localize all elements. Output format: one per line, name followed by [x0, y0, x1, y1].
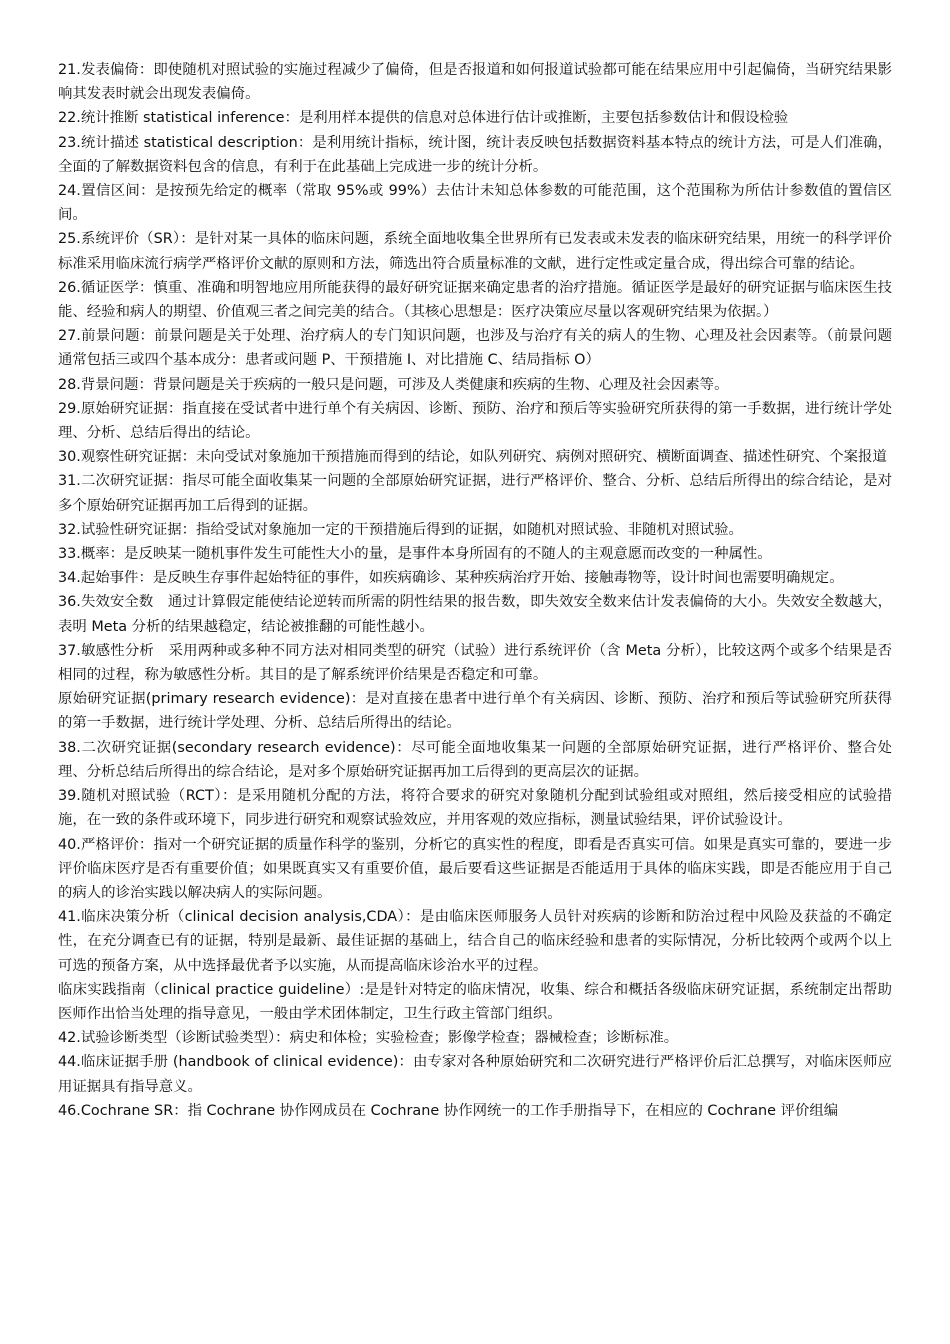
entry-27-foreground-question: 27.前景问题：前景问题是关于处理、治疗病人的专门知识问题，也涉及与治疗有关的病人的生物、心理及社会因素等。（前景问题通常包括三或四个基本成分：患者或问题 P、干预措施 I、对比措施 C、结局指标 O）: [58, 328, 892, 369]
entry-41-clinical-decision-analysis: 41.临床决策分析（clinical decision analysis,CDA）：是由临床医师服务人员针对疾病的诊断和防治过程中风险及获益的不确定性，在充分调查已有的证据，特别是最新、最佳证据的基础上，结合自己的临床经验和患者的实际情况，分析比较两个或两个以上可选的预备方案，从中选择最优者予以实施，从而提高临床诊治水平的过程。: [58, 909, 892, 974]
entry-29-primary-evidence: 29.原始研究证据：指直接在受试者中进行单个有关病因、诊断、预防、治疗和预后等实验研究所获得的第一手数据，进行统计学处理、分析、总结后得出的结论。: [58, 400, 892, 442]
entry-36-fail-safe-number: 36.失效安全数 通过计算假定能使结论逆转而所需的阴性结果的报告数，即失效安全数来估计发表偏倚的大小。失效安全数越大，表明 Meta 分析的结果越稳定，结论被推翻的可能性越小。: [58, 594, 892, 635]
entry-34-initial-event: 34.起始事件：是反映生存事件起始特征的事件，如疾病确诊、某种疾病治疗开始、接触毒物等，设计时间也需要明确规定。: [58, 570, 844, 587]
entry-39-rct: 39.随机对照试验（RCT）：是采用随机分配的方法，将符合要求的研究对象随机分配到试验组或对照组，然后接受相应的试验措施，在一致的条件或环境下，同步进行研究和观察试验效应，并用客观的效应指标，测量试验结果，评价试验设计。: [58, 788, 892, 829]
entry-24-confidence-interval: 24.置信区间：是按预先给定的概率（常取 95%或 99%）去估计未知总体参数的可能范围，这个范围称为所估计参数值的置信区间。: [58, 183, 892, 224]
entry-22-statistical-inference: 22.统计推断 statistical inference：是利用样本提供的信息对总体进行估计或推断，主要包括参数估计和假设检验: [58, 110, 789, 127]
entry-46-cochrane-sr: 46.Cochrane SR：指 Cochrane 协作网成员在 Cochrane 协作网统一的工作手册指导下，在相应的 Cochrane 评价组编: [58, 1102, 839, 1119]
entry-23-statistical-description: 23.统计描述 statistical description：是利用统计指标，统计图，统计表反映包括数据资料基本特点的统计方法，可是人们准确，全面的了解数据资料包含的信息，有利于在此基础上完成进一步的统计分析。: [58, 134, 892, 175]
entry-26-evidence-based-medicine: 26.循证医学：慎重、准确和明智地应用所能获得的最好研究证据来确定患者的治疗措施。循证医学是最好的研究证据与临床医生技能、经验和病人的期望、价值观三者之间完美的结合。（其核心思想是：医疗决策应尽量以客观研究结果为依据。）: [58, 279, 892, 321]
entry-32-experimental-evidence: 32.试验性研究证据：指给受试对象施加一定的干预措施后得到的证据，如随机对照试验、非随机对照试验。: [58, 521, 743, 538]
entry-37-sensitivity-analysis: 37.敏感性分析 采用两种或多种不同方法对相同类型的研究（试验）进行系统评价（含 Meta 分析），比较这两个或多个结果是否相同的过程，称为敏感性分析。其目的是了解系统评价结果是否稳定和可靠。: [58, 642, 892, 684]
entry-28-background-question: 28.背景问题：背景问题是关于疾病的一般只是问题，可涉及人类健康和疾病的生物、心理及社会因素等。: [58, 376, 729, 393]
entry-31-secondary-evidence: 31.二次研究证据：指尽可能全面收集某一问题的全部原始研究证据，进行严格评价、整合、分析、总结后所得出的综合结论，是对多个原始研究证据再加工后得到的证据。: [58, 473, 892, 514]
entry-21-publication-bias: 21.发表偏倚：即使随机对照试验的实施过程减少了偏倚，但是否报道和如何报道试验都可能在结果应用中引起偏倚，当研究结果影响其发表时就会出现发表偏倚。: [58, 62, 892, 103]
entry-44-clinical-evidence-handbook: 44.临床证据手册 (handbook of clinical evidence)：由专家对各种原始研究和二次研究进行严格评价后汇总撰写，对临床医师应用证据具有指导意义。: [58, 1054, 892, 1095]
entry-25-systematic-review: 25.系统评价（SR）：是针对某一具体的临床问题，系统全面地收集全世界所有已发表或未发表的临床研究结果，用统一的科学评价标准采用临床流行病学严格评价文献的原则和方法，筛选出符合质量标准的文献，进行定性或定量合成，得出综合可靠的结论。: [58, 231, 892, 272]
entry-40-critical-appraisal: 40.严格评价：指对一个研究证据的质量作科学的鉴别，分析它的真实性的程度，即看是否真实可信。如果是真实可靠的，要进一步评价临床医疗是否有重要价值；如果既真实又有重要价值，最后要看这些证据是否能适用于具体的临床实践，即是否能应用于自己的病人的诊治实践以解决病人的实际问题。: [58, 836, 892, 901]
entry-38-secondary-research-evidence: 38.二次研究证据(secondary research evidence)：尽可能全面地收集某一问题的全部原始研究证据，进行严格评价、整合处理、分析总结后所得出的综合结论，是对多个原始研究证据再加工后得到的更高层次的证据。: [58, 739, 892, 780]
entry-primary-research-evidence: 原始研究证据(primary research evidence)：是对直接在患者中进行单个有关病因、诊断、预防、治疗和预后等试验研究所获得的第一手数据，进行统计学处理、分析、总结后所得出的结论。: [58, 691, 892, 732]
entry-clinical-practice-guideline: 临床实践指南（clinical practice guideline）:是是针对特定的临床情况，收集、综合和概括各级临床研究证据，系统制定出帮助医师作出恰当处理的指导意见，一般由学术团体制定，卫生行政主管部门组织。: [58, 981, 892, 1022]
entry-30-observational-evidence: 30.观察性研究证据：未向受试对象施加干预措施而得到的结论，如队列研究、病例对照研究、横断面调查、描述性研究、个案报道: [58, 449, 887, 466]
entry-42-diagnostic-test-types: 42.试验诊断类型（诊断试验类型）：病史和体检；实验检查；影像学检查；器械检查；诊断标准。: [58, 1030, 679, 1047]
entry-33-probability: 33.概率：是反映某一随机事件发生可能性大小的量，是事件本身所固有的不随人的主观意愿而改变的一种属性。: [58, 546, 772, 563]
document-page: [58, 58, 892, 1123]
